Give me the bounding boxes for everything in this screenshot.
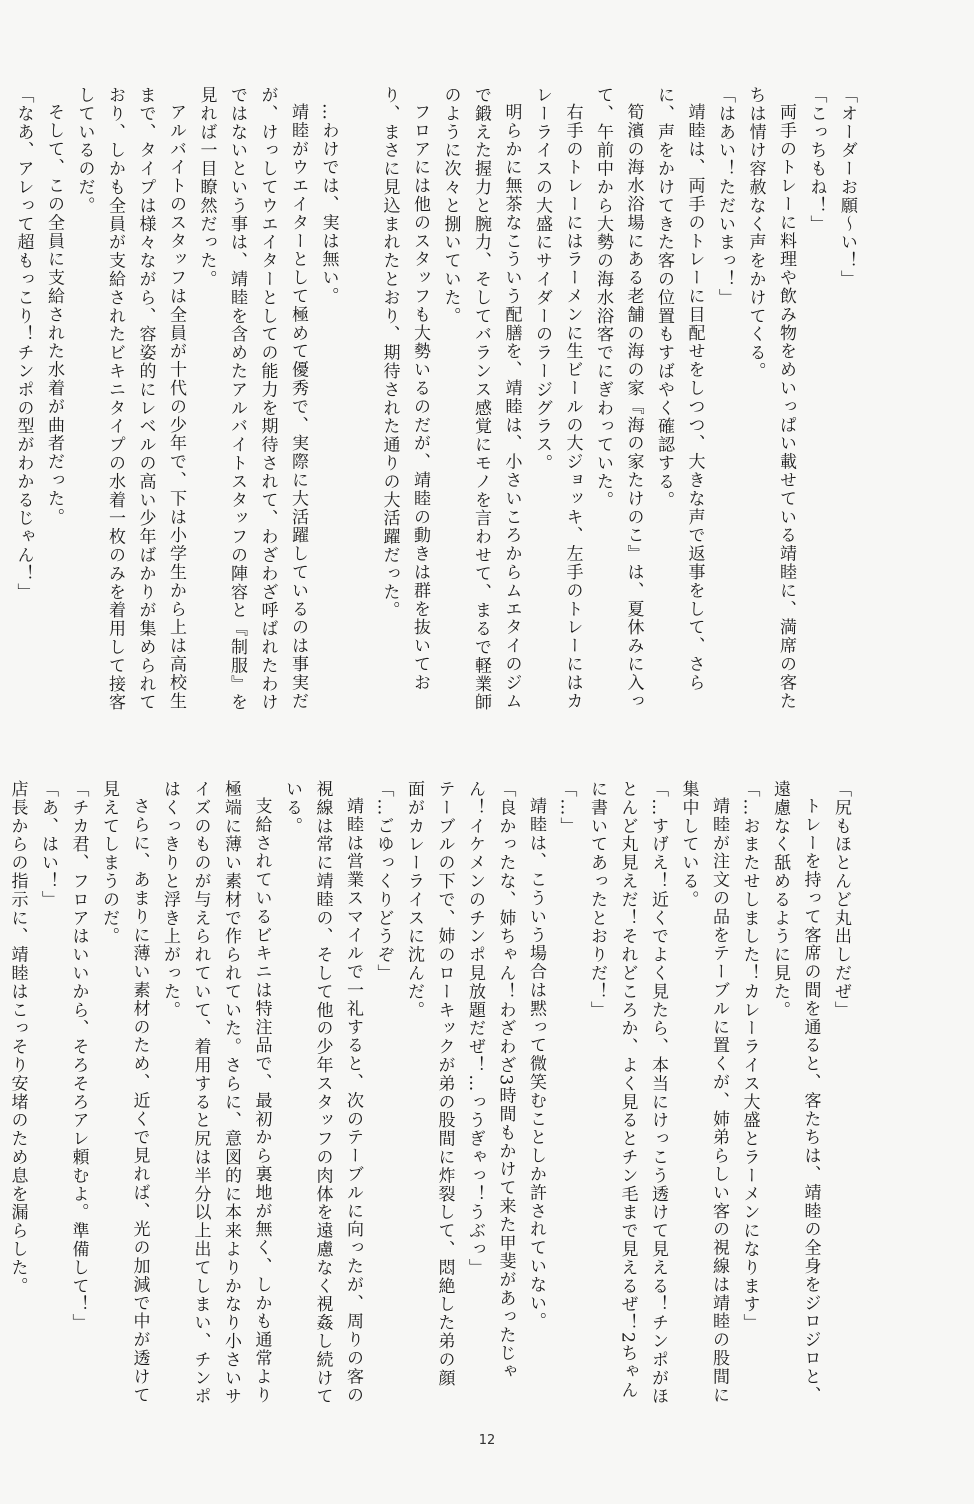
text-line: テーブルの下で、姉のローキックが弟の股間に炸裂して、悶絶した弟の顔 (434, 780, 455, 1388)
text-line: 視線は常に靖睦の、そして他の少年スタッフの肉体を遠慮なく視姦し続けて (312, 780, 333, 1406)
text-line: おり、しかも全員が支給されたビキニタイプの水着一枚のみを着用して接客 (105, 86, 125, 712)
text-line: 「はあい！ただいまっ！」 (715, 86, 735, 307)
text-line: 支給されているビキニは特注品で、最初から裏地が無く、しかも通常より (251, 797, 272, 1405)
text-line: アルバイトのスタッフは全員が十代の少年で、下は小学生から上は高校生 (166, 103, 186, 711)
text-line: 「なあ、アレって超もっこり！チンポの型がわかるじゃん！」 (13, 86, 34, 602)
text-line: 集中している。 (678, 780, 699, 909)
text-line: 「こっちもね！」 (806, 86, 827, 234)
text-line: 右手のトレーにはラーメンに生ビールの大ジョッキ、左手のトレーにはカ (562, 103, 583, 711)
text-line: レーライスの大盛にサイダーのラージグラス。 (532, 86, 552, 473)
text-line: フロアには他のスタッフも大勢いるのだが、靖睦の動きは群を抜いてお (410, 103, 430, 692)
text-line: に、声をかけてきた客の位置もすばやく確認する。 (654, 86, 674, 510)
text-line: 明らかに無茶なこういう配膳を、靖睦は、小さいころからムエタイのジム (501, 103, 522, 711)
text-line: さらに、あまりに薄い素材のため、近くで見れば、光の加減で中が透けて (129, 797, 150, 1405)
text-line: …わけでは、実は無い。 (318, 103, 339, 306)
text-line: はくっきりと浮き上がった。 (160, 780, 180, 1020)
text-line: 靖睦がウエイターとして極めて優秀で、実際に大活躍しているのは事実だ (288, 103, 308, 711)
text-line: 店長からの指示に、靖睦はこっそり安堵のため息を漏らした。 (7, 780, 28, 1296)
text-line: そして、この全員に支給された水着が曲者だった。 (44, 103, 64, 527)
text-line: 靖睦は、こういう場合は黙って微笑むことしか許されていない。 (526, 797, 546, 1331)
top-text-block (13, 86, 862, 726)
text-line: 「…ごゆっくりどうぞ」 (373, 780, 394, 983)
text-line: 「チカ君、フロアはいいから、そろそろアレ頼むよ。準備して！」 (68, 780, 89, 1332)
text-line (344, 86, 375, 726)
text-line: 「…」 (556, 780, 577, 836)
text-line: ちは情け容赦なく声をかけてくる。 (745, 86, 766, 381)
text-line: まで、タイプは様々ながら、容姿的にレベルの高い少年ばかりが集められて (135, 86, 156, 712)
text-line: 遠慮なく舐めるように見た。 (770, 780, 790, 1020)
text-line: 見れば一目瞭然だった。 (196, 86, 217, 289)
text-line: 「…すげえ！近くでよく見たら、本当にけっこう透けて見える！チンポがほ (648, 780, 668, 1406)
text-line: 両手のトレーに料理や飲み物をめいっぱい載せている靖睦に、満席の客た (776, 103, 796, 711)
text-line: が、けっしてウエイターとしての能力を期待されて、わざわざ呼ばれたわけ (257, 86, 278, 712)
text-line: 「…おまたせしました！カレーライス大盛とラーメンになります」 (739, 780, 760, 1332)
text-line: 「オーダーお願～い！」 (837, 86, 857, 289)
text-line: で鍛えた握力と腕力、そしてバランス感覚にモノを言わせて、まるで軽業師 (471, 86, 491, 712)
text-line: のように次々と捌いていた。 (440, 86, 461, 326)
text-line: いる。 (282, 780, 302, 836)
text-line: 「あ、はい！」 (38, 780, 58, 909)
text-line: 見えてしまうのだ。 (99, 780, 119, 946)
page-number: 12 (478, 1433, 496, 1448)
text-line: 筍濱の海水浴場にある老舗の海の家『海の家たけのこ』は、夏休みに入っ (623, 103, 644, 711)
text-line: て、午前中から大勢の海水浴客でにぎわっていた。 (593, 86, 613, 510)
text-line: イズのものが与えられていて、着用すると尻は半分以上出てしまい、チンポ (190, 780, 211, 1406)
text-line: とんど丸見えだ！それどころか、よく見るとチン毛まで見えるぜ！2ちゃん (617, 780, 638, 1400)
text-line: 極端に薄い素材で作られていた。さらに、意図的に本来よりかなり小さいサ (221, 780, 241, 1406)
text-line: ん！イケメンのチンポ見放題だぜ！…っうぎゃっ！うぶっ」 (465, 780, 485, 1277)
text-line: ではないという事は、靖睦を含めたアルバイトスタッフの陣容と『制服』を (227, 86, 247, 712)
text-line: 靖睦は、両手のトレーに目配せをしつつ、大きな声で返事をして、さら (684, 103, 705, 692)
text-line: トレーを持って客席の間を通ると、客たちは、靖睦の全身をジロジロと、 (800, 797, 821, 1405)
text-line: に書いてあったとおりだ！」 (587, 780, 607, 1020)
text-line: 靖睦は営業スマイルで一礼すると、次のテーブルに向ったが、周りの客の (343, 797, 363, 1405)
text-line: 「尻もほとんど丸出しだぜ」 (831, 780, 851, 1020)
text-line: しているのだ。 (74, 86, 95, 215)
text-line: り、まさに見込まれたとおり、期待された通りの大活躍だった。 (379, 86, 400, 620)
bottom-text-block (7, 780, 856, 1406)
text-line: 「良かったな、姉ちゃん！わざわざ3時間もかけて来た甲斐があったじゃ (495, 780, 516, 1382)
text-line: 面がカレーライスに沈んだ。 (404, 780, 424, 1020)
text-line: 靖睦が注文の品をテーブルに置くが、姉弟らしい客の視線は靖睦の股間に (709, 797, 729, 1405)
